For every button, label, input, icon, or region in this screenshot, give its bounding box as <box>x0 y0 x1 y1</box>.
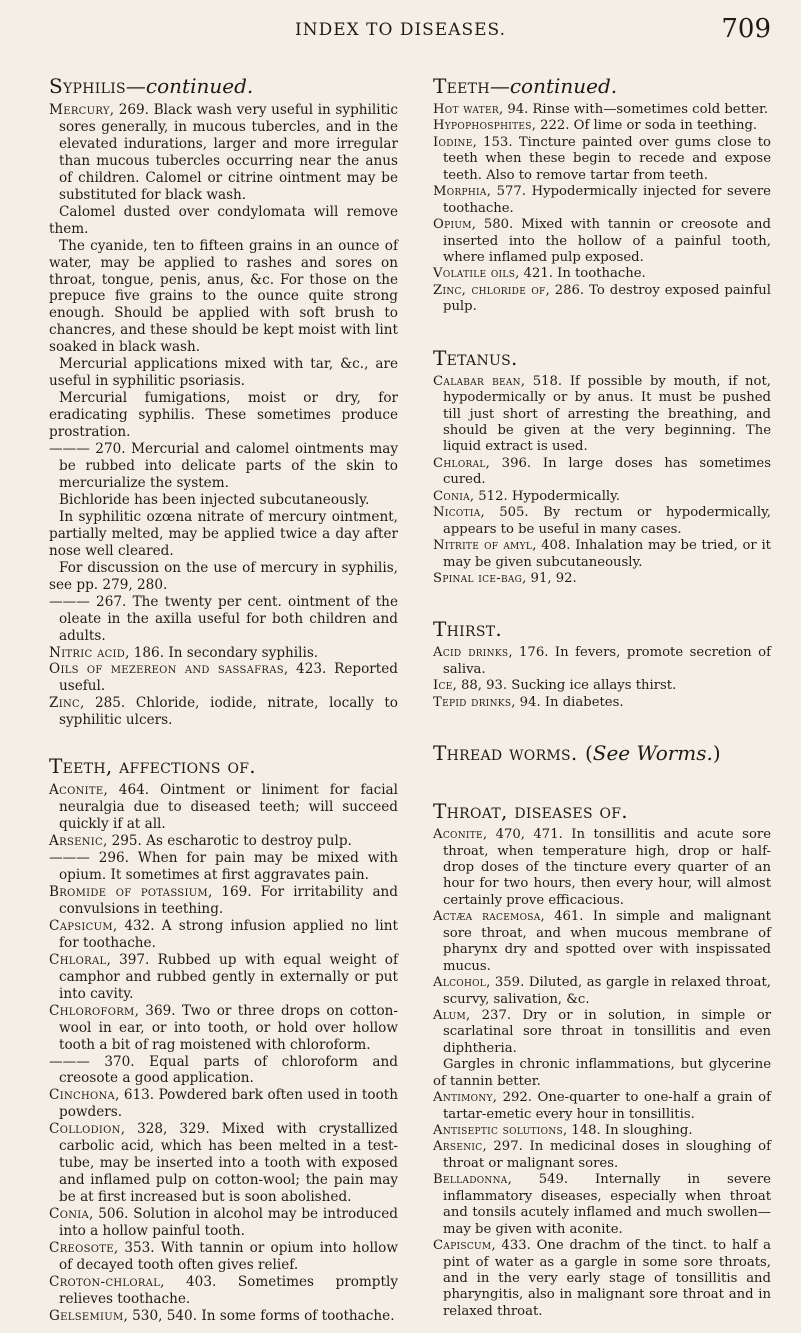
continued-label: —continued. <box>489 74 618 98</box>
entry-term: Chloroform <box>49 1002 135 1019</box>
index-entry <box>433 283 771 316</box>
index-entry <box>433 118 771 134</box>
index-entry <box>49 918 398 952</box>
entry-term: Hot water <box>433 102 499 117</box>
index-entry <box>433 266 771 282</box>
index-entry <box>49 782 398 833</box>
right-column <box>433 74 771 1320</box>
entry-term: Antiseptic solutions <box>433 1123 563 1138</box>
heading-text: Syphilis <box>49 74 126 98</box>
entry-term: Zinc <box>49 695 80 712</box>
entry-text: , 505. By rectum or hypodermically, appears to be useful in many cases. <box>443 505 771 537</box>
entry-text: , 91, 92. <box>522 570 577 586</box>
entry-text: , 186. In secondary syphilis. <box>125 644 319 661</box>
entry-term: Chloral <box>49 951 107 968</box>
entry-term: Iodine <box>433 134 473 150</box>
entry-text: , 506. Solution in alcohol may be introduced into a hollow painful tooth. <box>59 1206 398 1240</box>
index-entry <box>49 1003 398 1054</box>
entry-term: Creosote <box>49 1240 114 1256</box>
entry-text: , 285. Chloride, iodide, nitrate, locally to syphilitic ulcers. <box>59 695 398 729</box>
heading-text: Teeth <box>433 74 490 98</box>
section-heading-syphilis <box>49 74 398 98</box>
entry-term: Aconite <box>433 827 483 843</box>
entry-term: Acid drinks <box>433 645 509 661</box>
index-entry <box>433 645 771 678</box>
index-entry <box>433 827 771 909</box>
index-entry: ——— 296. When for pain may be mixed with opium. It sometimes at first aggravates pain. <box>49 850 398 884</box>
index-entry <box>49 1240 398 1274</box>
entry-term: Chloral <box>433 455 486 471</box>
entry-text: , 353. With tannin or opium into hollow of decayed tooth often gives relief. <box>59 1240 398 1273</box>
entry-term: Nitrite of amyl <box>433 538 533 554</box>
cross-reference <box>585 741 721 765</box>
see-reference: See Worms. <box>592 741 713 766</box>
entry-term: Nicotia <box>433 505 481 521</box>
index-entry <box>49 1121 398 1206</box>
entry-text: , 94. Rinse with—sometimes cold better. <box>498 102 769 117</box>
entry-term: Actæa racemosa <box>433 909 541 925</box>
index-entry: ——— 267. The twenty per cent. ointment of the oleate in the axilla useful for both children and adults. <box>49 593 398 644</box>
left-column <box>49 74 398 1325</box>
entry-text: , 328, 329. Mixed with crystallized carbolic acid, which has been melted in a test-tube, may be inserted into a tooth with exposed and inflamed pulp on cotton-wool; the pain may be at first increased but is soon abolished. <box>59 1121 398 1206</box>
entry-text: , 580. Mixed with tannin or creosote and inserted into the hollow of a painful tooth, where inflamed pulp exposed. <box>443 217 771 265</box>
index-entry <box>433 1090 771 1123</box>
entry-term: Tepid drinks <box>433 694 512 710</box>
index-entry <box>433 678 771 694</box>
entry-term: Nitric acid <box>49 644 126 661</box>
index-entry <box>49 1274 398 1308</box>
entry-term: Oils of mezereon and sassafras <box>49 661 284 678</box>
entry-term: Collodion <box>49 1121 121 1138</box>
entry-term: Arsenic <box>49 833 103 850</box>
entry-term: Spinal ice-bag <box>433 570 523 586</box>
entry-text: , 297. In medicinal doses in sloughing of throat or malignant sores. <box>443 1139 771 1171</box>
entry-term: Hypophosphites <box>433 118 532 134</box>
index-entry <box>49 1308 398 1325</box>
entry-paragraph: Calomel dusted over condylomata will remove them. <box>49 203 398 237</box>
index-entry: ——— 270. Mercurial and calomel ointments may be rubbed into delicate parts of the skin to mercurialize the system. <box>49 441 398 491</box>
entry-term: Volatile oils <box>433 266 516 282</box>
index-entry <box>433 695 771 711</box>
entry-term: Capiscum <box>433 1238 492 1254</box>
index-entry <box>433 909 771 975</box>
index-entry: ——— 370. Equal parts of chloroform and creosote a good application. <box>49 1053 398 1087</box>
entry-term: Conia <box>433 488 470 504</box>
index-entry <box>433 538 771 571</box>
index-entry <box>433 1008 771 1057</box>
index-entry <box>433 456 771 489</box>
section-heading-thirst: Thirst. <box>433 617 503 642</box>
entry-term: Ice <box>433 678 453 694</box>
entry-text: , 295. As escharotic to destroy pulp. <box>102 833 352 850</box>
index-entry <box>49 952 398 1003</box>
entry-term: Bromide of potassium <box>49 883 208 900</box>
index-entry <box>49 884 398 918</box>
index-entry <box>433 102 771 118</box>
entry-text: , 432. A strong infusion applied no lint for toothache. <box>59 917 398 951</box>
entry-term: Zinc, chloride of <box>433 282 546 298</box>
entry-term: Aconite <box>49 782 104 799</box>
index-entry <box>433 1172 771 1238</box>
paren-open: ( <box>584 741 593 766</box>
entry-text: , 359. Diluted, as gargle in relaxed throat, scurvy, salivation, &c. <box>443 975 771 1007</box>
entry-paragraph: For discussion on the use of mercury in syphilis, see pp. 279, 280. <box>49 559 398 593</box>
entry-text: , 549. Internally in severe inflammatory diseases, especially when throat and tonsils acutely inflamed and much swollen—may be given with aconite. <box>443 1172 771 1237</box>
entry-term: Cinchona <box>49 1087 116 1104</box>
page-header <box>0 14 801 50</box>
index-entry <box>49 102 398 204</box>
index-entry <box>49 833 398 850</box>
entry-paragraph: Bichloride has been injected subcutaneously. <box>59 491 370 508</box>
entry-paragraph: Mercurial applications mixed with tar, &c., are useful in syphilitic psoriasis. <box>49 356 398 390</box>
entry-paragraph: Mercurial fumigations, moist or dry, for eradicating syphilis. These sometimes produce prostration. <box>49 390 398 441</box>
entry-term: Arsenic <box>433 1139 483 1155</box>
page-number: 709 <box>721 14 771 44</box>
entry-text: , 518. If possible by mouth, if not, hypodermically or by anus. It must be pushed till just short of arresting the breathing, and should be given at the very beginning. The liquid extract is used. <box>443 373 771 455</box>
entry-term: Croton-chloral <box>49 1273 161 1290</box>
index-entry <box>49 1087 398 1121</box>
entry-text: , 397. Rubbed up with equal weight of camphor and rubbed gently in externally or put into cavity. <box>59 951 398 1002</box>
heading-text: Thread worms. <box>433 741 578 766</box>
entry-term: Capsicum <box>49 917 113 934</box>
entry-text: , 88, 93. Sucking ice allays thirst. <box>452 678 677 694</box>
entry-text: , 148. In sloughing. <box>562 1123 693 1138</box>
section-heading-throat: Throat, diseases of. <box>433 799 628 824</box>
entry-text: , 396. In large doses has sometimes cured. <box>443 455 771 488</box>
entry-term: Belladonna <box>433 1172 508 1188</box>
index-entry <box>433 184 771 217</box>
entry-text: , 176. In fevers, promote secretion of saliva. <box>443 645 772 677</box>
entry-text: , 222. Of lime or soda in teething. <box>531 118 758 134</box>
entry-text: , 286. To destroy exposed painful pulp. <box>443 282 771 315</box>
index-entry <box>433 571 771 587</box>
entry-paragraph: In syphilitic ozœna nitrate of mercury ointment, partially melted, may be applied twice a day after nose well cleared. <box>49 508 398 559</box>
index-entry <box>433 374 771 456</box>
entry-term: Antimony <box>433 1090 493 1106</box>
entry-text: , 421. In toothache. <box>515 266 646 282</box>
entry-text: , 408. Inhalation may be tried, or it may be given subcutaneously. <box>443 538 771 570</box>
entry-term: Mercury <box>49 102 110 118</box>
entry-text: , 292. One-quarter to one-half a grain of tartar-emetic every hour in tonsillitis. <box>443 1090 771 1122</box>
entry-text: , 433. One drachm of the tinct. to half a pint of water as a gargle in some sore throats, and in the very early stage of tonsillitis and pharyngitis, also in malignant sore throat and in relaxed throat. <box>443 1238 771 1319</box>
entry-term: Opium <box>433 217 472 233</box>
section-heading-tetanus: Tetanus. <box>433 345 518 370</box>
index-entry <box>433 1139 771 1172</box>
entry-term: Alcohol <box>433 975 487 991</box>
index-entry <box>433 135 771 184</box>
entry-text: , 613. Powdered bark often used in tooth powders. <box>59 1087 398 1121</box>
entry-text: , 470, 471. In tonsillitis and acute sore throat, when temperature high, drop or half-drop doses of the tincture every quarter of an hour for two hours, then every hour, will almost certainly prove efficacious. <box>443 827 771 908</box>
entry-text: , 423. Reported useful. <box>59 661 398 695</box>
entry-term: Conia <box>49 1206 90 1223</box>
entry-term: Alum <box>433 1007 467 1023</box>
index-entry <box>433 505 771 538</box>
continued-label: —continued. <box>125 74 254 98</box>
index-entry <box>49 645 398 662</box>
index-entry <box>49 1206 398 1240</box>
entry-text: , 169. For irritability and convulsions in teething. <box>59 883 399 917</box>
entry-text: , 269. Black wash very useful in syphilitic sores generally, in mucous tubercles, and in the elevated indurations, larger and more irregular than mucous tubercles occurring near the anus of children. Calomel or citrine ointment may be substituted for black wash. <box>59 102 398 203</box>
paren-close: ) <box>712 741 721 766</box>
entry-text: , 94. In diabetes. <box>511 694 624 710</box>
entry-text: , 461. In simple and malignant sore throat, and when mucous membrane of pharynx dry and spotted over with inspissated mucus. <box>443 909 771 974</box>
entry-paragraph: Gargles in chronic inflammations, but glycerine of tannin better. <box>433 1057 771 1089</box>
section-heading-teeth: Teeth, affections of. <box>49 754 256 779</box>
entry-text: , 577. Hypodermically injected for severe toothache. <box>443 184 771 216</box>
index-entry <box>49 661 398 695</box>
index-entry <box>433 1123 771 1139</box>
section-heading-thread-worms <box>433 741 771 765</box>
entry-term: Morphia <box>433 184 487 200</box>
index-entry <box>433 975 771 1008</box>
entry-text: , 369. Two or three drops on cotton-wool in ear, or into tooth, or hold over hollow tooth a bit of rag moistened with chloroform. <box>59 1002 398 1053</box>
index-entry <box>49 695 398 729</box>
entry-paragraph: The cyanide, ten to fifteen grains in an ounce of water, may be applied to rashes and sores on throat, tongue, penis, anus, &c. For those on the prepuce five grains to the ounce quite strong enough. Should be applied with soft brush to chancres, and these should be kept moist with lint soaked in black wash. <box>49 237 398 356</box>
running-head: INDEX TO DISEASES. <box>295 20 506 40</box>
entry-text: , 464. Ointment or liniment for facial neuralgia due to diseased teeth; will succeed quickly if at all. <box>59 782 398 833</box>
entry-text: , 237. Dry or in solution, in simple or scarlatinal sore throat in tonsillitis and even diphtheria. <box>443 1007 771 1056</box>
index-entry <box>433 489 771 505</box>
index-entry <box>433 217 771 266</box>
entry-text: , 403. Sometimes promptly relieves toothache. <box>59 1273 398 1307</box>
section-heading-teeth-continued <box>433 74 771 98</box>
entry-term: Calabar bean <box>433 373 521 389</box>
entry-text: , 153. Tincture painted over gums close to teeth when these begin to recede and expose teeth. Also to remove tartar from teeth. <box>443 134 771 183</box>
entry-text: , 530, 540. In some forms of toothache. <box>123 1307 395 1324</box>
entry-term: Gelsemium <box>49 1307 124 1324</box>
entry-text: , 512. Hypodermically. <box>469 488 621 504</box>
index-entry <box>433 1238 771 1320</box>
